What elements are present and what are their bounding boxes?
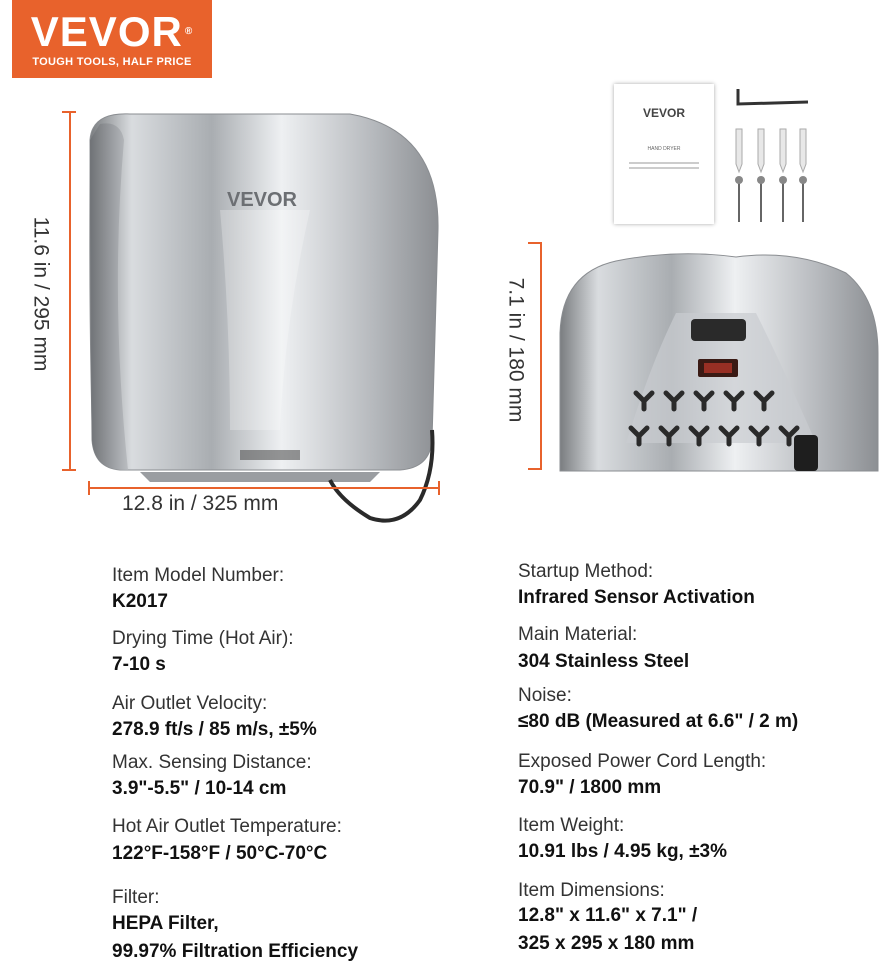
dryer-brand-mark: VEVOR — [226, 189, 298, 211]
vevor-logo — [12, 0, 212, 78]
height-tick-bottom — [62, 469, 76, 471]
spec-value-cord-length: 70.9" / 1800 mm — [518, 777, 662, 798]
manual-title: HAND DRYER — [647, 146, 681, 152]
spec-label-main-material: Main Material: — [518, 624, 638, 645]
width-tick-right — [438, 481, 440, 495]
spec-label-item-dimensions: Item Dimensions: — [518, 880, 665, 901]
spec-value-model: K2017 — [112, 591, 168, 612]
spec-value-main-material: 304 Stainless Steel — [518, 651, 690, 672]
width-dimension-label: 12.8 in / 325 mm — [122, 492, 279, 515]
user-manual-image — [614, 84, 714, 224]
spec-label-filter: Filter: — [112, 887, 160, 908]
width-tick-left — [88, 481, 90, 495]
spec-label-startup-method: Startup Method: — [518, 561, 654, 582]
spec-label-noise: Noise: — [518, 685, 572, 706]
depth-dimension-label: 7.1 in / 180 mm — [503, 277, 527, 423]
height-tick-top — [62, 111, 76, 113]
height-dimension-label: 11.6 in / 295 mm — [28, 216, 52, 372]
spec-value-drying-time: 7-10 s — [112, 654, 166, 675]
spec-label-outlet-temperature: Hot Air Outlet Temperature: — [112, 816, 342, 837]
depth-tick-bottom — [528, 468, 542, 470]
mounting-hardware-image — [728, 84, 818, 229]
spec-label-model: Item Model Number: — [112, 565, 285, 586]
registered-mark: ® — [184, 26, 194, 37]
spec-value-filter-efficiency: 99.97% Filtration Efficiency — [112, 941, 359, 962]
spec-label-item-weight: Item Weight: — [518, 815, 625, 836]
spec-label-sensing-distance: Max. Sensing Distance: — [112, 752, 312, 773]
spec-value-item-dimensions-imperial: 12.8" x 11.6" x 7.1" / — [518, 905, 698, 926]
logo-wordmark: VEVOR — [30, 8, 183, 55]
logo-tagline: TOUGH TOOLS, HALF PRICE — [32, 56, 192, 68]
spec-value-outlet-temperature: 122°F-158°F / 50°C-70°C — [112, 843, 328, 864]
width-dimension-line — [88, 487, 440, 489]
spec-value-startup-method: Infrared Sensor Activation — [518, 587, 755, 608]
depth-tick-top — [528, 242, 542, 244]
spec-value-noise: ≤80 dB (Measured at 6.6" / 2 m) — [518, 711, 799, 732]
spec-label-cord-length: Exposed Power Cord Length: — [518, 751, 767, 772]
spec-value-item-dimensions-metric: 325 x 295 x 180 mm — [518, 933, 695, 954]
spec-value-filter: HEPA Filter, — [112, 913, 219, 934]
hand-dryer-front-image — [80, 100, 450, 530]
spec-value-air-velocity: 278.9 ft/s / 85 m/s, ±5% — [112, 719, 317, 740]
spec-value-sensing-distance: 3.9"-5.5" / 10-14 cm — [112, 778, 287, 799]
spec-label-drying-time: Drying Time (Hot Air): — [112, 628, 294, 649]
spec-label-air-velocity: Air Outlet Velocity: — [112, 693, 268, 714]
manual-brand: VEVOR — [642, 106, 685, 120]
spec-value-item-weight: 10.91 lbs / 4.95 kg, ±3% — [518, 841, 727, 862]
